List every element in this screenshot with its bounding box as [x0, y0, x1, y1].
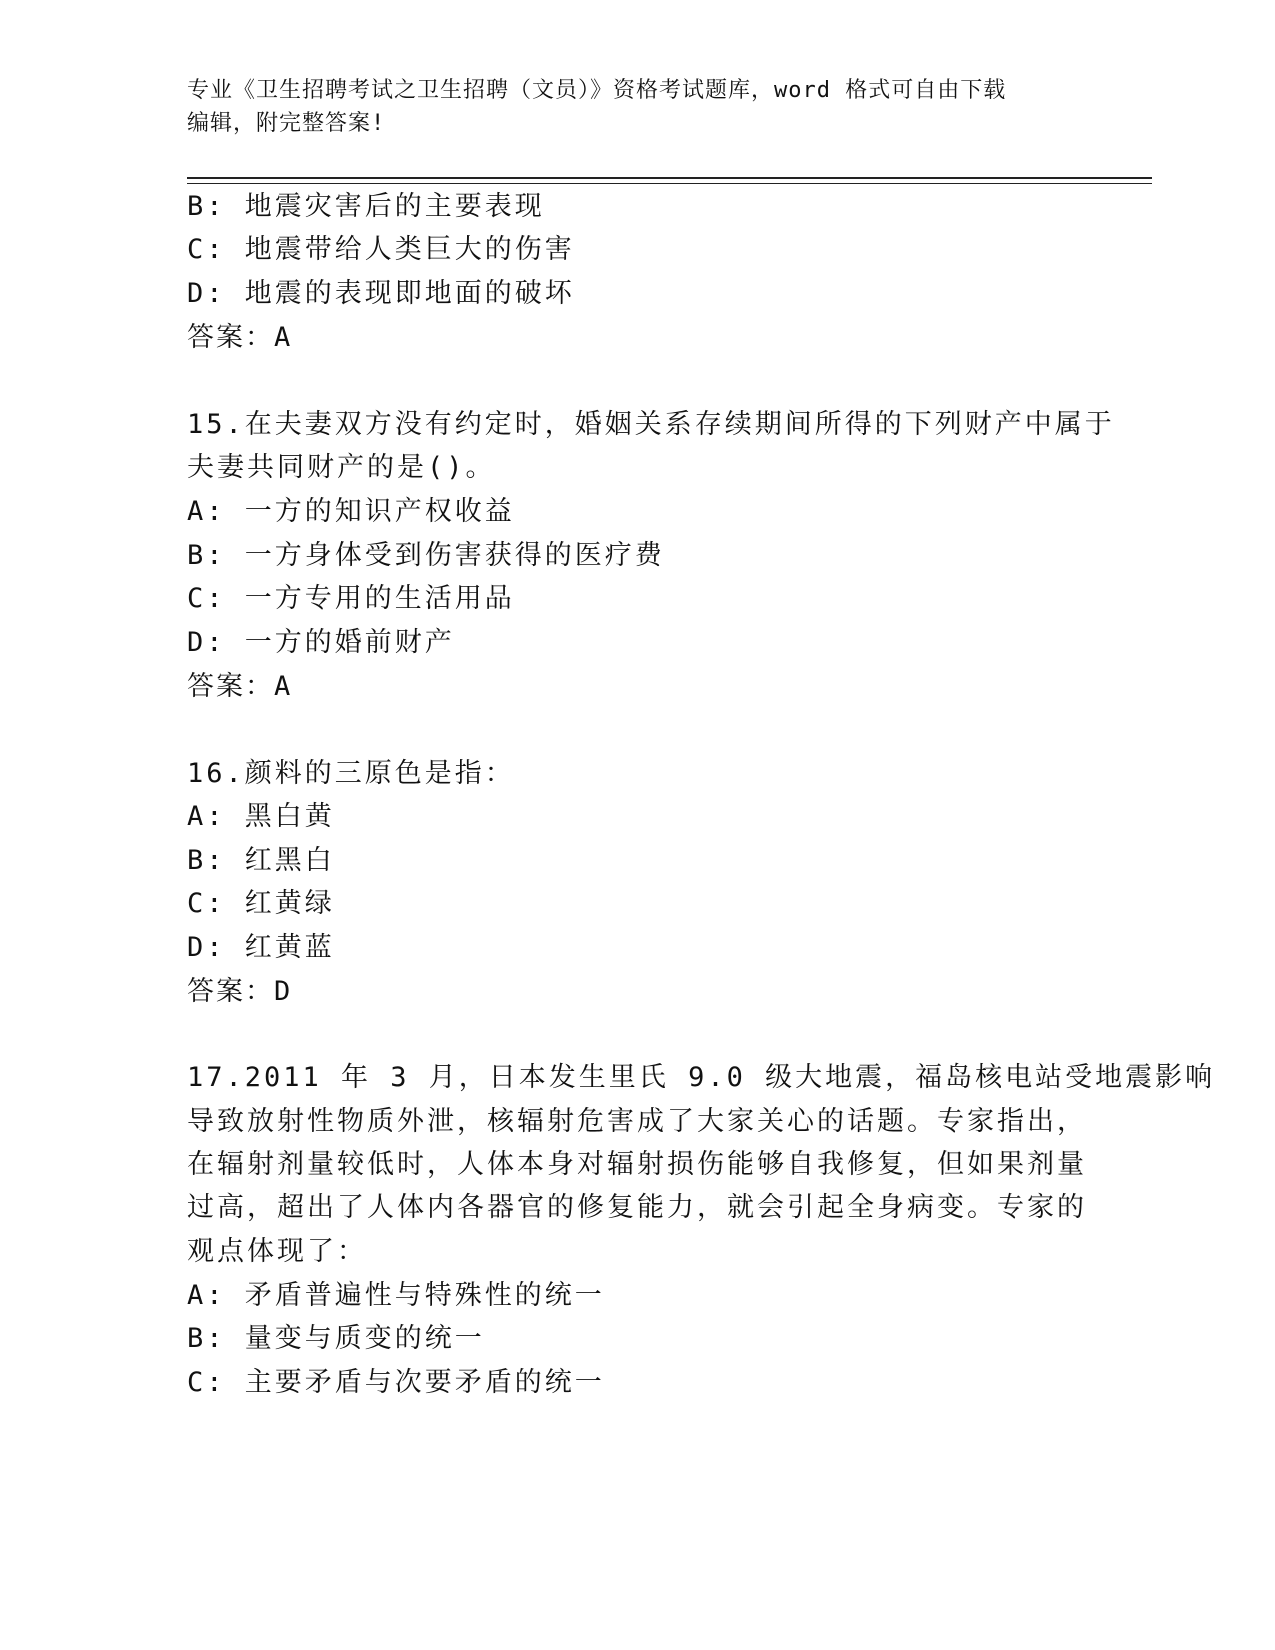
q17-stem-line-4: 过高，超出了人体内各器官的修复能力，就会引起全身病变。专家的 [187, 1192, 1087, 1223]
q16-option-d: D: 红黄蓝 [187, 932, 335, 963]
q15-answer: 答案：A [187, 671, 293, 702]
q14-answer: 答案：A [187, 322, 293, 353]
q15-stem-line-1: 15.在夫妻双方没有约定时，婚姻关系存续期间所得的下列财产中属于 [187, 409, 1115, 440]
q14-option-b: B: 地震灾害后的主要表现 [187, 191, 545, 222]
q16-answer: 答案：D [187, 976, 293, 1007]
header-line-1: 专业《卫生招聘考试之卫生招聘（文员）》资格考试题库，word 格式可自由下载 [187, 78, 1007, 103]
q15-option-c: C: 一方专用的生活用品 [187, 583, 515, 614]
header-divider-thick [187, 177, 1152, 179]
q14-option-c: C: 地震带给人类巨大的伤害 [187, 234, 575, 265]
header-divider-thin [187, 183, 1152, 184]
q17-stem-line-2: 导致放射性物质外泄，核辐射危害成了大家关心的话题。专家指出， [187, 1106, 1087, 1137]
q17-option-a: A: 矛盾普遍性与特殊性的统一 [187, 1280, 605, 1311]
q15-option-b: B: 一方身体受到伤害获得的医疗费 [187, 540, 665, 571]
q17-option-b: B: 量变与质变的统一 [187, 1323, 485, 1354]
q17-stem-line-5: 观点体现了： [187, 1236, 367, 1267]
header-line-2: 编辑，附完整答案! [187, 111, 386, 136]
q15-option-d: D: 一方的婚前财产 [187, 627, 455, 658]
q14-option-d: D: 地震的表现即地面的破坏 [187, 278, 575, 309]
q17-stem-line-3: 在辐射剂量较低时，人体本身对辐射损伤能够自我修复，但如果剂量 [187, 1149, 1087, 1180]
q15-stem-line-2: 夫妻共同财产的是()。 [187, 452, 496, 483]
q16-option-c: C: 红黄绿 [187, 888, 335, 919]
q16-option-b: B: 红黑白 [187, 845, 335, 876]
q16-option-a: A: 黑白黄 [187, 801, 335, 832]
q17-option-c: C: 主要矛盾与次要矛盾的统一 [187, 1367, 605, 1398]
q16-stem-line-1: 16.颜料的三原色是指： [187, 758, 515, 789]
q17-stem-line-1: 17.2011 年 3 月，日本发生里氏 9.0 级大地震，福岛核电站受地震影响 [187, 1062, 1216, 1093]
document-header [187, 74, 1087, 140]
q15-option-a: A: 一方的知识产权收益 [187, 496, 515, 527]
